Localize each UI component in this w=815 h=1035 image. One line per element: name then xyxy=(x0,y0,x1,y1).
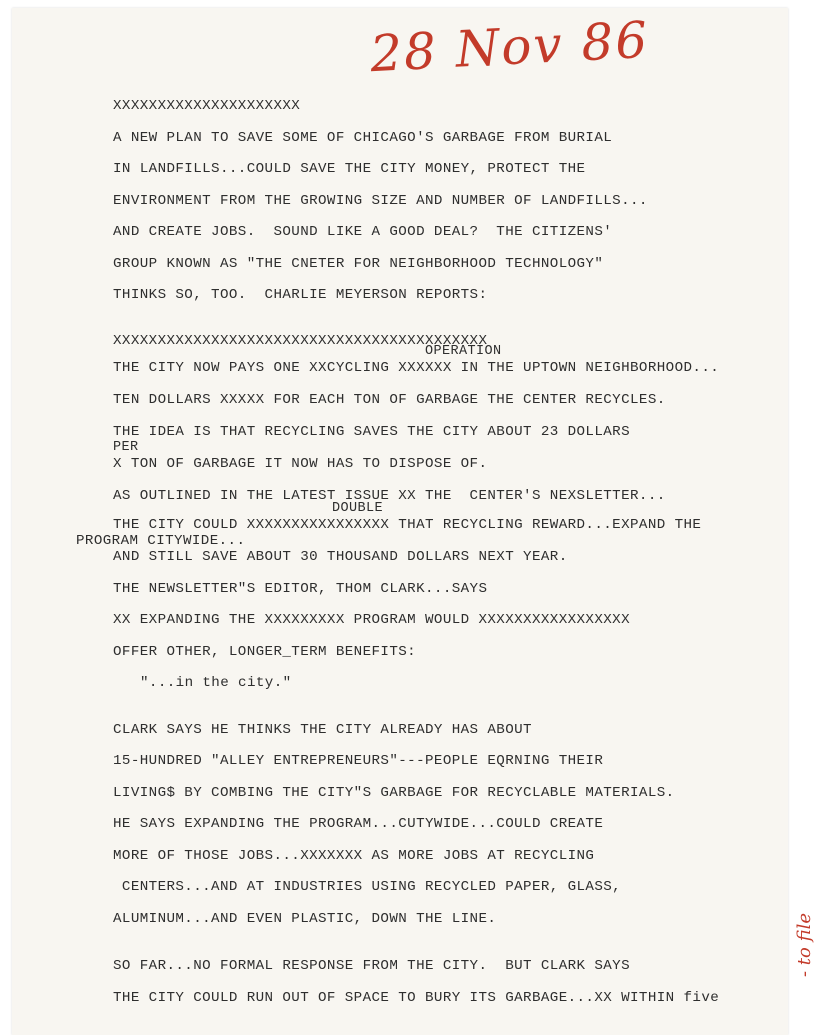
typed-line: 15-HUNDRED "ALLEY ENTREPRENEURS"---PEOPLE EQRNING THEIR xyxy=(113,753,604,769)
typed-line: X TON OF GARBAGE IT NOW HAS TO DISPOSE OF. xyxy=(113,456,488,472)
typed-line: HE SAYS EXPANDING THE PROGRAM...CUTYWIDE...COULD CREATE xyxy=(113,816,604,832)
typed-line: THE CITY COULD RUN OUT OF SPACE TO BURY ITS GARBAGE...XX WITHIN five xyxy=(113,990,720,1006)
typed-line: CENTERS...AND AT INDUSTRIES USING RECYCLED PAPER, GLASS, xyxy=(113,879,622,895)
typed-line: ALUMINUM...AND EVEN PLASTIC, DOWN THE LINE. xyxy=(113,911,497,927)
typed-line: GROUP KNOWN AS "THE CNETER FOR NEIGHBORHOOD TECHNOLOGY" xyxy=(113,256,604,272)
typed-line: THE CITY COULD XXXXXXXXXXXXXXXX THAT RECYCLING REWARD...EXPAND THE xyxy=(113,517,702,533)
typed-line: LIVING$ BY COMBING THE CITY"S GARBAGE FOR RECYCLABLE MATERIALS. xyxy=(113,785,675,801)
typed-line: AND STILL SAVE ABOUT 30 THOUSAND DOLLARS NEXT YEAR. xyxy=(113,549,568,565)
typed-line: "...in the city." xyxy=(140,675,292,691)
typed-line: XX EXPANDING THE XXXXXXXXX PROGRAM WOULD XXXXXXXXXXXXXXXXX xyxy=(113,612,631,628)
typed-line: OFFER OTHER, LONGER_TERM BENEFITS: xyxy=(113,644,417,660)
typed-line: XXXXXXXXXXXXXXXXXXXXX xyxy=(113,98,301,114)
typed-line: THE NEWSLETTER"S EDITOR, THOM CLARK...SAYS xyxy=(113,581,488,597)
typed-line: SO FAR...NO FORMAL RESPONSE FROM THE CITY. BUT CLARK SAYS xyxy=(113,958,631,974)
handwritten-date: 28 Nov 86 xyxy=(368,10,651,84)
typed-line: PROGRAM CITYWIDE... xyxy=(76,533,246,549)
typed-line: AS OUTLINED IN THE LATEST ISSUE XX THE CENTER'S NEXSLETTER... xyxy=(113,488,666,504)
typed-line: IN LANDFILLS...COULD SAVE THE CITY MONEY, PROTECT THE xyxy=(113,161,586,177)
typed-line: AND CREATE JOBS. SOUND LIKE A GOOD DEAL? THE CITIZENS' xyxy=(113,224,613,240)
typed-line: A NEW PLAN TO SAVE SOME OF CHICAGO'S GARBAGE FROM BURIAL xyxy=(113,130,613,146)
typed-line: PER xyxy=(113,440,139,455)
typed-line: OPERATION xyxy=(425,344,502,359)
typed-line: THE IDEA IS THAT RECYCLING SAVES THE CITY ABOUT 23 DOLLARS xyxy=(113,424,631,440)
typed-line: ENVIRONMENT FROM THE GROWING SIZE AND NUMBER OF LANDFILLS... xyxy=(113,193,648,209)
typed-line: DOUBLE xyxy=(332,501,384,516)
typed-line: CLARK SAYS HE THINKS THE CITY ALREADY HAS ABOUT xyxy=(113,722,532,738)
typed-line: THINKS SO, TOO. CHARLIE MEYERSON REPORTS: xyxy=(113,287,488,303)
typed-line: TEN DOLLARS XXXXX FOR EACH TON OF GARBAGE THE CENTER RECYCLES. xyxy=(113,392,666,408)
typed-line: XXXXXXXXXXXXXXXXXXXXXXXXXXXXXXXXXXXXXXXXXX xyxy=(113,333,488,349)
handwritten-margin-note: - to file xyxy=(794,913,815,978)
typewritten-page xyxy=(12,8,815,1035)
typed-line: MORE OF THOSE JOBS...XXXXXXX AS MORE JOBS AT RECYCLING xyxy=(113,848,595,864)
typed-line: THE CITY NOW PAYS ONE XXCYCLING XXXXXX IN THE UPTOWN NEIGHBORHOOD... xyxy=(113,360,720,376)
